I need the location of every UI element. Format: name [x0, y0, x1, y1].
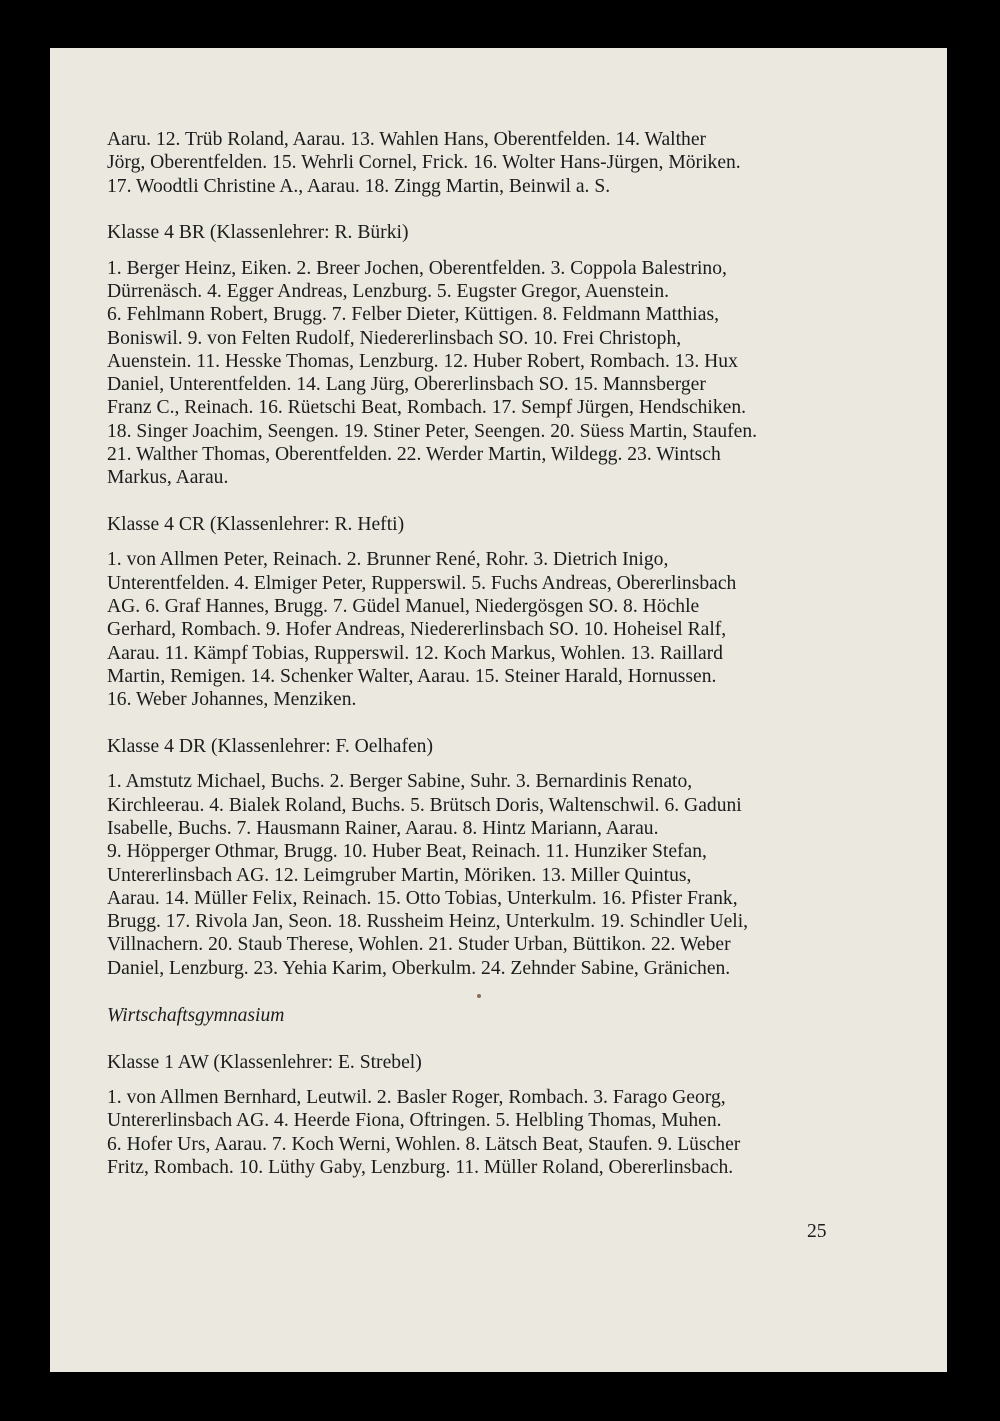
document-page [50, 48, 947, 1372]
text-line: 1. von Allmen Bernhard, Leutwil. 2. Basler Roger, Rombach. 3. Farago Georg, [107, 1087, 726, 1109]
text-line: 16. Weber Johannes, Menziken. [107, 689, 357, 711]
class-list-1aw [107, 1086, 837, 1179]
text-line: AG. 6. Graf Hannes, Brugg. 7. Güdel Manuel, Niedergösgen SO. 8. Höchle [107, 596, 700, 618]
text-line: 1. Berger Heinz, Eiken. 2. Breer Jochen, Oberentfelden. 3. Coppola Balestrino, [107, 257, 727, 279]
class-heading-1aw: Klasse 1 AW (Klassenlehrer: E. Strebel) [107, 1051, 422, 1073]
class-list-4cr [107, 548, 837, 711]
page-content [107, 128, 837, 1179]
text-line: 6. Fehlmann Robert, Brugg. 7. Felber Dieter, Küttigen. 8. Feldmann Matthias, [107, 304, 719, 326]
text-line: Franz C., Reinach. 16. Rüetschi Beat, Rombach. 17. Sempf Jürgen, Hendschiken. [107, 397, 747, 419]
intro-paragraph [107, 128, 837, 198]
text-line: Daniel, Unterentfelden. 14. Lang Jürg, Obererlinsbach SO. 15. Mannsberger [107, 374, 706, 396]
text-line: 18. Singer Joachim, Seengen. 19. Stiner Peter, Seengen. 20. Süess Martin, Staufen. [107, 420, 758, 442]
text-line: Brugg. 17. Rivola Jan, Seon. 18. Russheim Heinz, Unterkulm. 19. Schindler Ueli, [107, 911, 749, 933]
text-line: 1. von Allmen Peter, Reinach. 2. Brunner René, Rohr. 3. Dietrich Inigo, [107, 549, 669, 571]
text-line: Untererlinsbach AG. 4. Heerde Fiona, Oftringen. 5. Helbling Thomas, Muhen. [107, 1110, 722, 1132]
class-heading-4cr: Klasse 4 CR (Klassenlehrer: R. Hefti) [107, 514, 405, 536]
text-line: Aaru. 12. Trüb Roland, Aarau. 13. Wahlen Hans, Oberentfelden. 14. Walther [107, 129, 707, 150]
decorative-dot [107, 980, 837, 1004]
text-line: Auenstein. 11. Hesske Thomas, Lenzburg. 12. Huber Robert, Rombach. 13. Hux [107, 350, 738, 372]
text-line: 17. Woodtli Christine A., Aarau. 18. Zingg Martin, Beinwil a. S. [107, 175, 611, 197]
text-line: Boniswil. 9. von Felten Rudolf, Niedererlinsbach SO. 10. Frei Christoph, [107, 327, 682, 349]
text-line: Fritz, Rombach. 10. Lüthy Gaby, Lenzburg. 11. Müller Roland, Obererlinsbach. [107, 1156, 734, 1178]
class-list-4dr [107, 770, 837, 980]
text-line: Markus, Aarau. [107, 467, 229, 489]
text-line: Kirchleerau. 4. Bialek Roland, Buchs. 5. Brütsch Doris, Waltenschwil. 6. Gaduni [107, 794, 742, 816]
class-heading-4dr: Klasse 4 DR (Klassenlehrer: F. Oelhafen) [107, 736, 433, 758]
class-list-4br [107, 257, 837, 490]
text-line: 6. Hofer Urs, Aarau. 7. Koch Werni, Wohlen. 8. Lätsch Beat, Staufen. 9. Lüscher [107, 1133, 741, 1155]
text-line: Villnachern. 20. Staub Therese, Wohlen. 21. Studer Urban, Büttikon. 22. Weber [107, 934, 731, 956]
section-title-wirtschaftsgymnasium: Wirtschaftsgymnasium [107, 1005, 285, 1026]
class-heading-4br: Klasse 4 BR (Klassenlehrer: R. Bürki) [107, 222, 409, 244]
text-line: 1. Amstutz Michael, Buchs. 2. Berger Sabine, Suhr. 3. Bernardinis Renato, [107, 771, 693, 793]
text-line: Untererlinsbach AG. 12. Leimgruber Martin, Möriken. 13. Miller Quintus, [107, 864, 692, 886]
text-line: Unterentfelden. 4. Elmiger Peter, Rupperswil. 5. Fuchs Andreas, Obererlinsbach [107, 572, 737, 594]
text-line: Gerhard, Rombach. 9. Hofer Andreas, Niedererlinsbach SO. 10. Hoheisel Ralf, [107, 619, 727, 641]
text-line: Martin, Remigen. 14. Schenker Walter, Aarau. 15. Steiner Harald, Hornussen. [107, 665, 717, 687]
text-line: Aarau. 11. Kämpf Tobias, Rupperswil. 12. Koch Markus, Wohlen. 13. Raillard [107, 642, 723, 664]
text-line: Jörg, Oberentfelden. 15. Wehrli Cornel, Frick. 16. Wolter Hans-Jürgen, Möriken. [107, 152, 741, 174]
text-line: Isabelle, Buchs. 7. Hausmann Rainer, Aarau. 8. Hintz Mariann, Aarau. [107, 817, 659, 839]
text-line: Daniel, Lenzburg. 23. Yehia Karim, Oberkulm. 24. Zehnder Sabine, Gränichen. [107, 957, 731, 979]
page-number: 25 [807, 1221, 827, 1242]
text-line: Aarau. 14. Müller Felix, Reinach. 15. Otto Tobias, Unterkulm. 16. Pfister Frank, [107, 887, 738, 909]
text-line: 9. Höpperger Othmar, Brugg. 10. Huber Beat, Reinach. 11. Hunziker Stefan, [107, 841, 707, 863]
text-line: 21. Walther Thomas, Oberentfelden. 22. Werder Martin, Wildegg. 23. Wintsch [107, 444, 721, 466]
text-line: Dürrenäsch. 4. Egger Andreas, Lenzburg. 5. Eugster Gregor, Auenstein. [107, 280, 670, 302]
